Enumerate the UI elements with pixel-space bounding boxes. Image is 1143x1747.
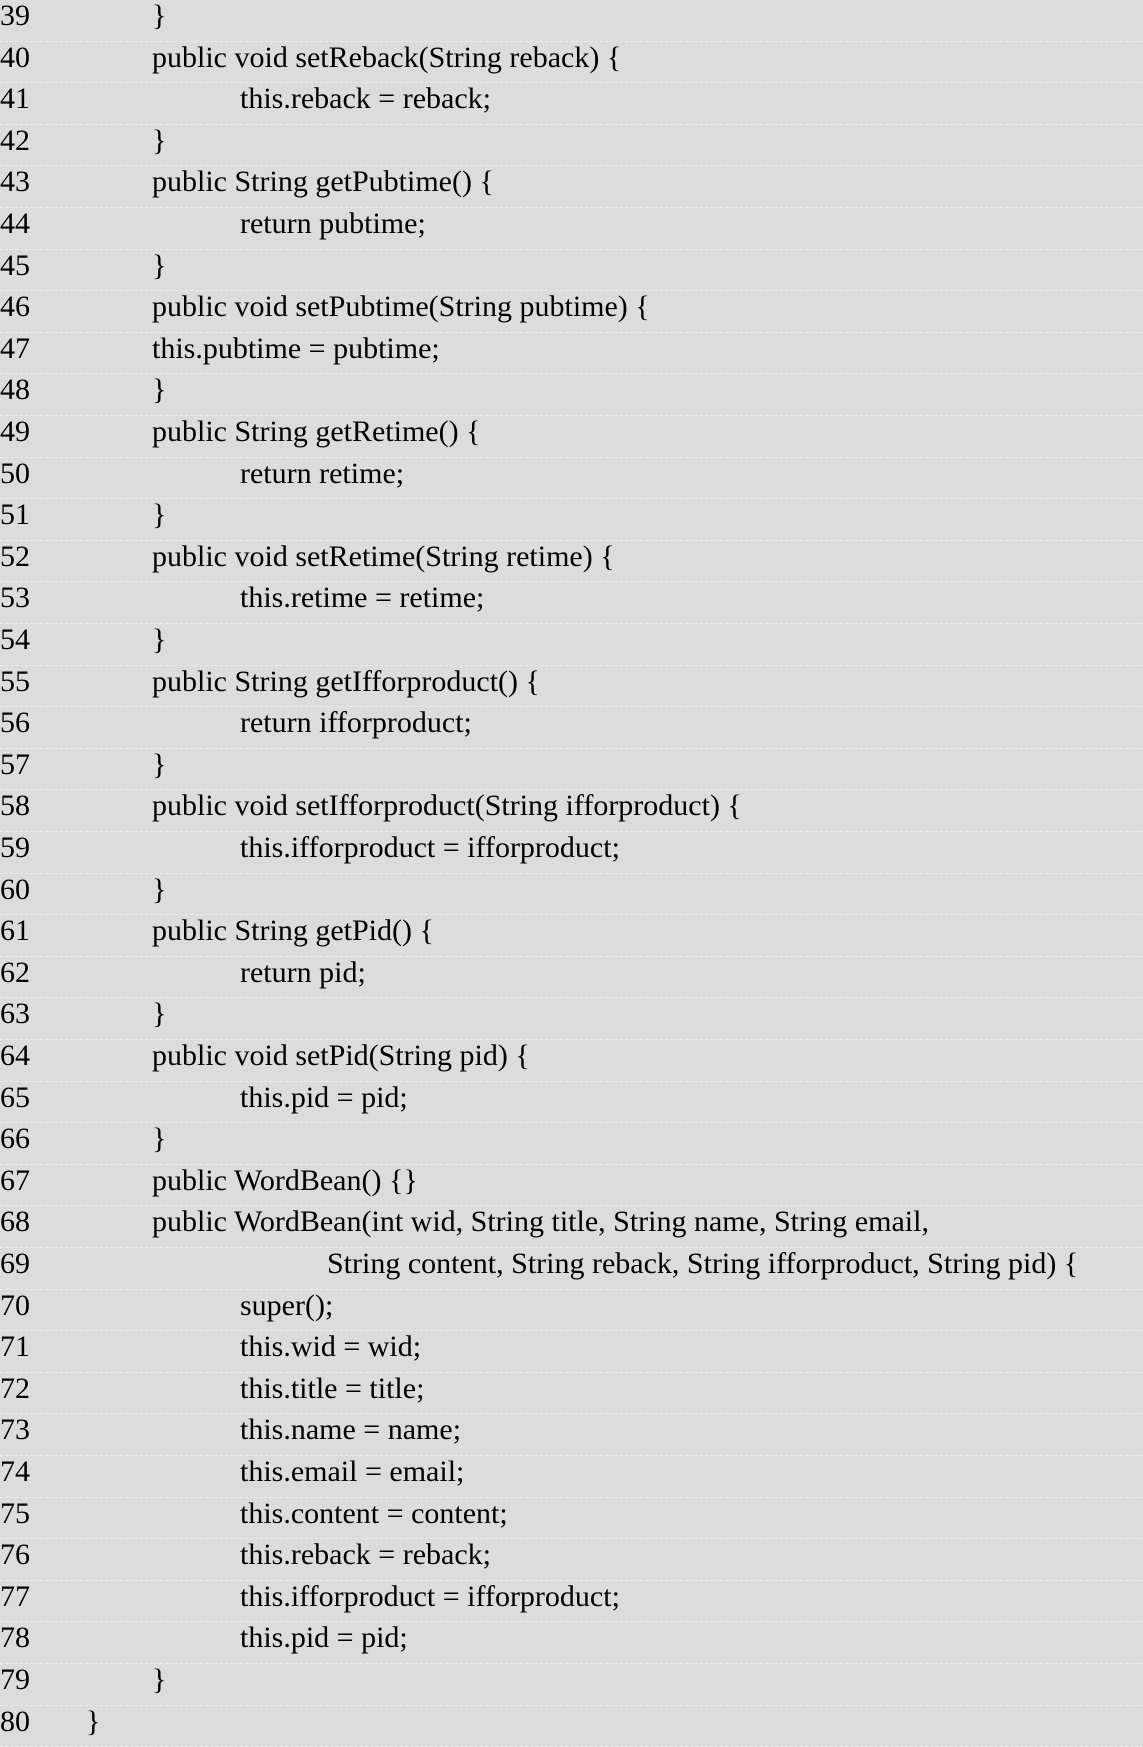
code-text: public WordBean(int wid, String title, String name, String email, xyxy=(152,1205,929,1239)
line-number: 79 xyxy=(0,1663,30,1696)
code-line xyxy=(0,1664,1143,1706)
code-text: this.title = title; xyxy=(240,1371,425,1405)
code-line xyxy=(0,166,1143,208)
line-number: 56 xyxy=(0,706,30,740)
code-text: return retime; xyxy=(240,456,405,490)
code-line xyxy=(0,374,1143,416)
code-text: this.pid = pid; xyxy=(240,1080,408,1114)
code-text: } xyxy=(152,123,167,157)
line-number: 44 xyxy=(0,207,30,240)
code-line xyxy=(0,125,1143,167)
line-number: 60 xyxy=(0,872,30,906)
line-number: 70 xyxy=(0,1288,30,1322)
code-line xyxy=(0,1040,1143,1082)
line-number: 73 xyxy=(0,1413,30,1447)
line-number: 78 xyxy=(0,1621,30,1655)
line-number: 51 xyxy=(0,498,30,532)
line-number: 42 xyxy=(0,123,30,157)
code-text: return ifforproduct; xyxy=(240,706,472,740)
code-text: } xyxy=(152,997,167,1031)
code-text: public String getPubtime() { xyxy=(152,165,494,199)
line-number: 46 xyxy=(0,290,30,324)
code-line xyxy=(0,416,1143,458)
line-number: 54 xyxy=(0,623,30,656)
code-text: } xyxy=(152,248,167,282)
code-text: } xyxy=(152,498,167,532)
code-line xyxy=(0,1539,1143,1581)
line-number: 68 xyxy=(0,1205,30,1239)
code-text: this.retime = retime; xyxy=(240,581,485,615)
line-number: 50 xyxy=(0,456,30,490)
code-text: this.pubtime = pubtime; xyxy=(152,331,440,365)
code-line xyxy=(0,291,1143,333)
code-text: public void setRetime(String retime) { xyxy=(152,539,615,573)
code-line xyxy=(0,1082,1143,1124)
code-text: } xyxy=(152,1122,167,1156)
code-text: this.name = name; xyxy=(240,1413,462,1447)
line-number: 65 xyxy=(0,1080,30,1114)
code-text: } xyxy=(152,373,167,407)
code-text: public WordBean() {} xyxy=(152,1163,418,1197)
code-text: } xyxy=(152,747,167,781)
code-text: this.wid = wid; xyxy=(240,1330,422,1364)
line-number: 47 xyxy=(0,331,30,365)
line-number: 55 xyxy=(0,664,30,698)
line-number: 77 xyxy=(0,1579,30,1613)
code-line xyxy=(0,666,1143,708)
code-text: this.pid = pid; xyxy=(240,1621,408,1655)
code-line xyxy=(0,582,1143,624)
code-text: return pubtime; xyxy=(240,207,426,240)
line-number: 49 xyxy=(0,415,30,448)
line-number: 52 xyxy=(0,539,30,573)
code-line xyxy=(0,42,1143,84)
line-number: 62 xyxy=(0,955,30,989)
code-line xyxy=(0,541,1143,583)
code-line xyxy=(0,0,1143,42)
line-number: 45 xyxy=(0,248,30,282)
code-line xyxy=(0,1498,1143,1540)
code-text: super(); xyxy=(240,1288,334,1322)
code-text: public void setPubtime(String pubtime) { xyxy=(152,290,650,324)
code-line xyxy=(0,333,1143,375)
code-line xyxy=(0,1123,1143,1165)
code-line xyxy=(0,1248,1143,1290)
code-line xyxy=(0,874,1143,916)
code-text: this.email = email; xyxy=(240,1455,465,1488)
code-line xyxy=(0,1706,1143,1747)
code-line xyxy=(0,499,1143,541)
code-line xyxy=(0,832,1143,874)
line-number: 39 xyxy=(0,0,30,32)
line-number: 69 xyxy=(0,1247,30,1280)
line-number: 80 xyxy=(0,1704,30,1738)
code-text: return pid; xyxy=(240,955,366,989)
code-line xyxy=(0,998,1143,1040)
code-text: public void setReback(String reback) { xyxy=(152,40,622,74)
line-number: 61 xyxy=(0,914,30,948)
code-text: } xyxy=(152,0,167,32)
code-text: String content, String reback, String ifforproduct, String pid) { xyxy=(327,1247,1079,1280)
line-number: 63 xyxy=(0,997,30,1031)
code-line xyxy=(0,707,1143,749)
code-text: this.ifforproduct = ifforproduct; xyxy=(240,1579,620,1613)
code-line xyxy=(0,1331,1143,1373)
line-number: 48 xyxy=(0,373,30,407)
code-line xyxy=(0,1290,1143,1332)
code-text: } xyxy=(86,1704,101,1738)
code-line xyxy=(0,957,1143,999)
code-line xyxy=(0,790,1143,832)
line-number: 58 xyxy=(0,789,30,823)
code-text: public void setIfforproduct(String ifforproduct) { xyxy=(152,789,742,823)
line-number: 59 xyxy=(0,831,30,864)
code-text: } xyxy=(152,872,167,906)
line-number: 64 xyxy=(0,1039,30,1072)
code-text: this.content = content; xyxy=(240,1496,508,1530)
code-line xyxy=(0,624,1143,666)
code-line xyxy=(0,458,1143,500)
code-line xyxy=(0,208,1143,250)
code-line xyxy=(0,1206,1143,1248)
code-line xyxy=(0,1165,1143,1207)
line-number: 43 xyxy=(0,165,30,199)
code-line xyxy=(0,83,1143,125)
line-number: 72 xyxy=(0,1371,30,1405)
code-line xyxy=(0,1456,1143,1498)
line-number: 74 xyxy=(0,1455,30,1488)
line-number: 53 xyxy=(0,581,30,615)
code-line xyxy=(0,915,1143,957)
code-text: public void setPid(String pid) { xyxy=(152,1039,530,1072)
code-text: public String getRetime() { xyxy=(152,415,481,448)
code-text: this.reback = reback; xyxy=(240,1538,491,1572)
code-text: this.ifforproduct = ifforproduct; xyxy=(240,831,620,864)
code-line xyxy=(0,1581,1143,1623)
line-number: 75 xyxy=(0,1496,30,1530)
code-line xyxy=(0,1414,1143,1456)
code-line xyxy=(0,1622,1143,1664)
code-text: public String getPid() { xyxy=(152,914,434,948)
code-text: this.reback = reback; xyxy=(240,82,491,116)
line-number: 40 xyxy=(0,40,30,74)
code-text: } xyxy=(152,1663,167,1696)
code-line xyxy=(0,250,1143,292)
line-number: 76 xyxy=(0,1538,30,1572)
line-number: 67 xyxy=(0,1163,30,1197)
line-number: 71 xyxy=(0,1330,30,1364)
code-text: } xyxy=(152,623,167,656)
code-text: public String getIfforproduct() { xyxy=(152,664,540,698)
code-line xyxy=(0,1373,1143,1415)
line-number: 66 xyxy=(0,1122,30,1156)
line-number: 57 xyxy=(0,747,30,781)
line-number: 41 xyxy=(0,82,30,116)
code-line xyxy=(0,749,1143,791)
